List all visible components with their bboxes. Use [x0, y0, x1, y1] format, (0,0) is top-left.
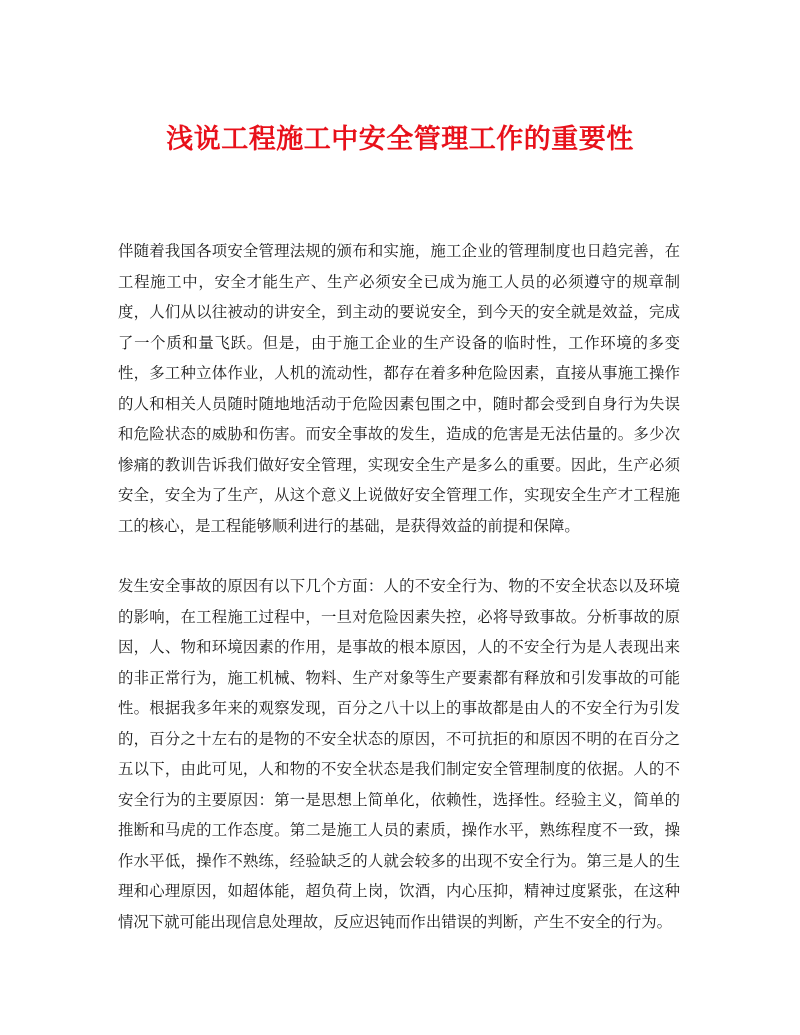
paragraph-1: 伴随着我国各项安全管理法规的颁布和实施，施工企业的管理制度也日趋完善，在工程施工中，安全才能生产、生产必须安全已成为施工人员的必须遵守的规章制度，人们从以往被动的讲安全，到主动的要说安全，到今天的安全就是效益，完成了一个质和量飞跃。但是，由于施工企业的生产设备的临时性，工作环境的多变性，多工种立体作业，人机的流动性，都存在着多种危险因素，直接从事施工操作的人和相关人员随时随地地活动于危险因素包围之中，随时都会受到自身行为失误和危险状态的威胁和伤害。而安全事故的发生，造成的危害是无法估量的。多少次惨痛的教训告诉我们做好安全管理，实现安全生产是多么的重要。因此，生产必须安全，安全为了生产，从这个意义上说做好安全管理工作，实现安全生产才工程施工的核心，是工程能够顺利进行的基础，是获得效益的前提和保障。 — [118, 242, 680, 535]
paragraph-2: 发生安全事故的原因有以下几个方面：人的不安全行为、物的不安全状态以及环境的影响，在工程施工过程中，一旦对危险因素失控，必将导致事故。分析事故的原因，人、物和环境因素的作用，是事故的根本原因，人的不安全行为是人表现出来的非正常行为，施工机械、物料、生产对象等生产要素都有释放和引发事故的可能性。根据我多年来的观察发现，百分之八十以上的事故都是由人的不安全行为引发的，百分之十左右的是物的不安全状态的原因，不可抗拒的和原因不明的在百分之五以下，由此可见，人和物的不安全状态是我们制定安全管理制度的依据。人的不安全行为的主要原因：第一是思想上简单化，依赖性，选择性。经验主义，简单的推断和马虎的工作态度。第二是施工人员的素质，操作水平，熟练程度不一致，操作水平低，操作不熟练，经验缺乏的人就会较多的出现不安全行为。第三是人的生理和心理原因，如超体能，超负荷上岗，饮酒，内心压抑，精神过度紧张，在这种情况下就可能出现信息处理故，反应迟钝而作出错误的判断，产生不安全的行为。 — [118, 577, 680, 931]
document-title: 浅说工程施工中安全管理工作的重要性 — [166, 124, 634, 156]
document-body — [118, 236, 680, 937]
